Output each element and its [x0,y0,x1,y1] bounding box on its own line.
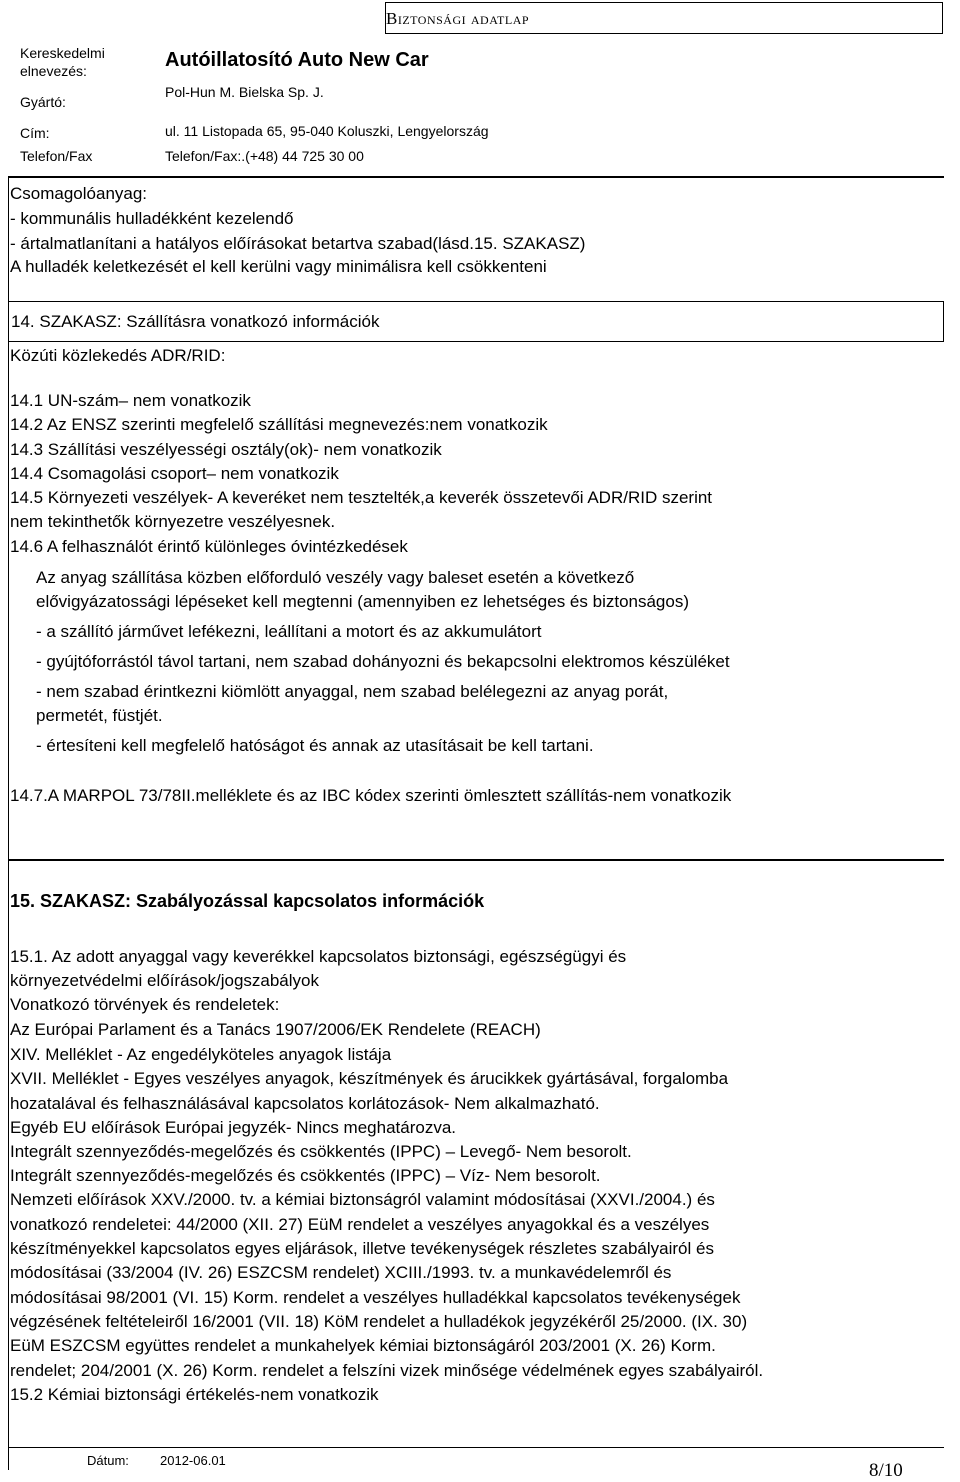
document-title-box [385,2,943,34]
packaging-line: - ártalmatlanítani a hatályos előírásokat betartva szabad(lásd.15. SZAKASZ) [10,234,586,253]
address-value: ul. 11 Listopada 65, 95-040 Koluszki, Lengyelország [165,123,489,139]
road-transport-label: Közúti közlekedés ADR/RID: [10,346,226,365]
section-15-line: Integrált szennyeződés-megelőzés és csökkentés (IPPC) – Víz- Nem besorolt. [10,1166,601,1185]
header-divider [8,176,944,178]
document-title: Biztonsági adatlap [386,9,530,28]
section-14-item: nem tekinthetők környezetre veszélyesnek. [10,512,336,531]
section-15-line: Az Európai Parlament és a Tanács 1907/2006/EK Rendelete (REACH) [10,1020,541,1039]
phone-label: Telefon/Fax [20,148,93,164]
packaging-heading: Csomagolóanyag: [10,184,148,203]
footer-divider [8,1447,944,1448]
section-14-item: 14.6 A felhasználót érintő különleges óvintézkedések [10,537,408,556]
phone-value: Telefon/Fax:.(+48) 44 725 30 00 [165,148,364,164]
precaution-line: - a szállító járművet lefékezni, leállítani a motort és az akkumulátort [36,622,542,641]
date-label: Dátum: [87,1453,129,1468]
date-value: 2012-06.01 [160,1453,226,1468]
manufacturer-value: Pol-Hun M. Bielska Sp. J. [165,84,324,100]
trade-name-label-2: elnevezés: [20,63,87,79]
section-14-item: 14.3 Szállítási veszélyességi osztály(ok)- nem vonatkozik [10,440,442,459]
packaging-line: A hulladék keletkezését el kell kerülni vagy minimálisra kell csökkenteni [10,257,547,276]
section-15-line: XIV. Melléklet - Az engedélyköteles anyagok listája [10,1045,392,1064]
precaution-line: - értesíteni kell megfelelő hatóságot és annak az utasításait be kell tartani. [36,736,594,755]
section-15-line: 15.2 Kémiai biztonsági értékelés-nem vonatkozik [10,1385,379,1404]
section-divider [8,859,944,861]
company-name: Autóillatosító Auto New Car [165,49,429,71]
section-15-heading: 15. SZAKASZ: Szabályozással kapcsolatos információk [10,891,485,911]
marpol-line: 14.7.A MARPOL 73/78II.melléklete és az IBC kódex szerinti ömlesztett szállítás-nem vonatkozik [10,786,732,805]
section-15-line: rendelet; 204/2001 (X. 26) Korm. rendelet a felszíni vizek minősége védelmének egyes szabályairól. [10,1361,764,1380]
section-14-item: 14.2 Az ENSZ szerinti megfelelő szállítási megnevezés:nem vonatkozik [10,415,548,434]
precaution-line: permetét, füstjét. [36,706,163,725]
section-15-line: végzésének feltételeiről 16/2001 (VII. 18) KöM rendelet a hulladékok jegyzékéről 25/2000. (IX. 30) [10,1312,748,1331]
section-15-line: módosításai 98/2001 (VI. 15) Korm. rendelet a veszélyes hulladékkal kapcsolatos tevékenységek [10,1288,741,1307]
section-15-line: vonatkozó rendeletei: 44/2000 (XII. 27) EüM rendelet a veszélyes anyagokkal és a veszélyes [10,1215,710,1234]
precaution-line: - nem szabad érintkezni kiömlött anyaggal, nem szabad belélegezni az anyag porát, [36,682,669,701]
packaging-line: - kommunális hulladékként kezelendő [10,209,294,228]
section-15-line: Integrált szennyeződés-megelőzés és csökkentés (IPPC) – Levegő- Nem besorolt. [10,1142,632,1161]
section-15-line: készítményekkel kapcsolatos egyes eljárások, illetve tevékenységek részletes szabályairól és [10,1239,714,1258]
section-14-item: 14.4 Csomagolási csoport– nem vonatkozik [10,464,339,483]
page-frame-left [8,178,9,1470]
section-15-line: XVII. Melléklet - Egyes veszélyes anyagok, készítmények és árucikkek gyártásával, forgalomba [10,1069,729,1088]
trade-name-label-1: Kereskedelmi [20,45,105,61]
section-15-line: Vonatkozó törvények és rendeletek: [10,995,280,1014]
section-15-line: 15.1. Az adott anyaggal vagy keverékkel kapcsolatos biztonsági, egészségügyi és [10,947,627,966]
section-14-item: 14.5 Környezeti veszélyek- A keveréket nem tesztelték,a keverék összetevői ADR/RID szerint [10,488,713,507]
section-14-heading-box [8,301,944,342]
section-15-line: módosításai (33/2004 (IV. 26) ESZCSM rendelet) XCIII./1993. tv. a munkavédelemről és [10,1263,672,1282]
address-label: Cím: [20,125,50,141]
section-15-line: EüM ESZCSM együttes rendelet a munkahelyek kémiai biztonságáról 203/2001 (X. 26) Korm. [10,1336,716,1355]
section-14-heading: 14. SZAKASZ: Szállításra vonatkozó információk [11,312,380,331]
section-15-line: hozatalával és felhasználásával kapcsolatos korlátozások- Nem alkalmazható. [10,1094,600,1113]
precaution-line: - gyújtóforrástól távol tartani, nem szabad dohányozni és bekapcsolni elektromos készüléket [36,652,730,671]
manufacturer-label: Gyártó: [20,94,66,110]
section-15-line: Egyéb EU előírások Európai jegyzék- Nincs meghatározva. [10,1118,456,1137]
section-15-line: Nemzeti előírások XXV./2000. tv. a kémiai biztonságról valamint módosításai (XXVI./2004.) és [10,1190,715,1209]
page-number: 8/10 [869,1460,903,1481]
section-15-line: környezetvédelmi előírások/jogszabályok [10,971,319,990]
precaution-line: Az anyag szállítása közben előforduló veszély vagy baleset esetén a következő [36,568,635,587]
section-14-item: 14.1 UN-szám– nem vonatkozik [10,391,251,410]
precaution-line: elővigyázatossági lépéseket kell megtenni (amennyiben ez lehetséges és biztonságos) [36,592,689,611]
